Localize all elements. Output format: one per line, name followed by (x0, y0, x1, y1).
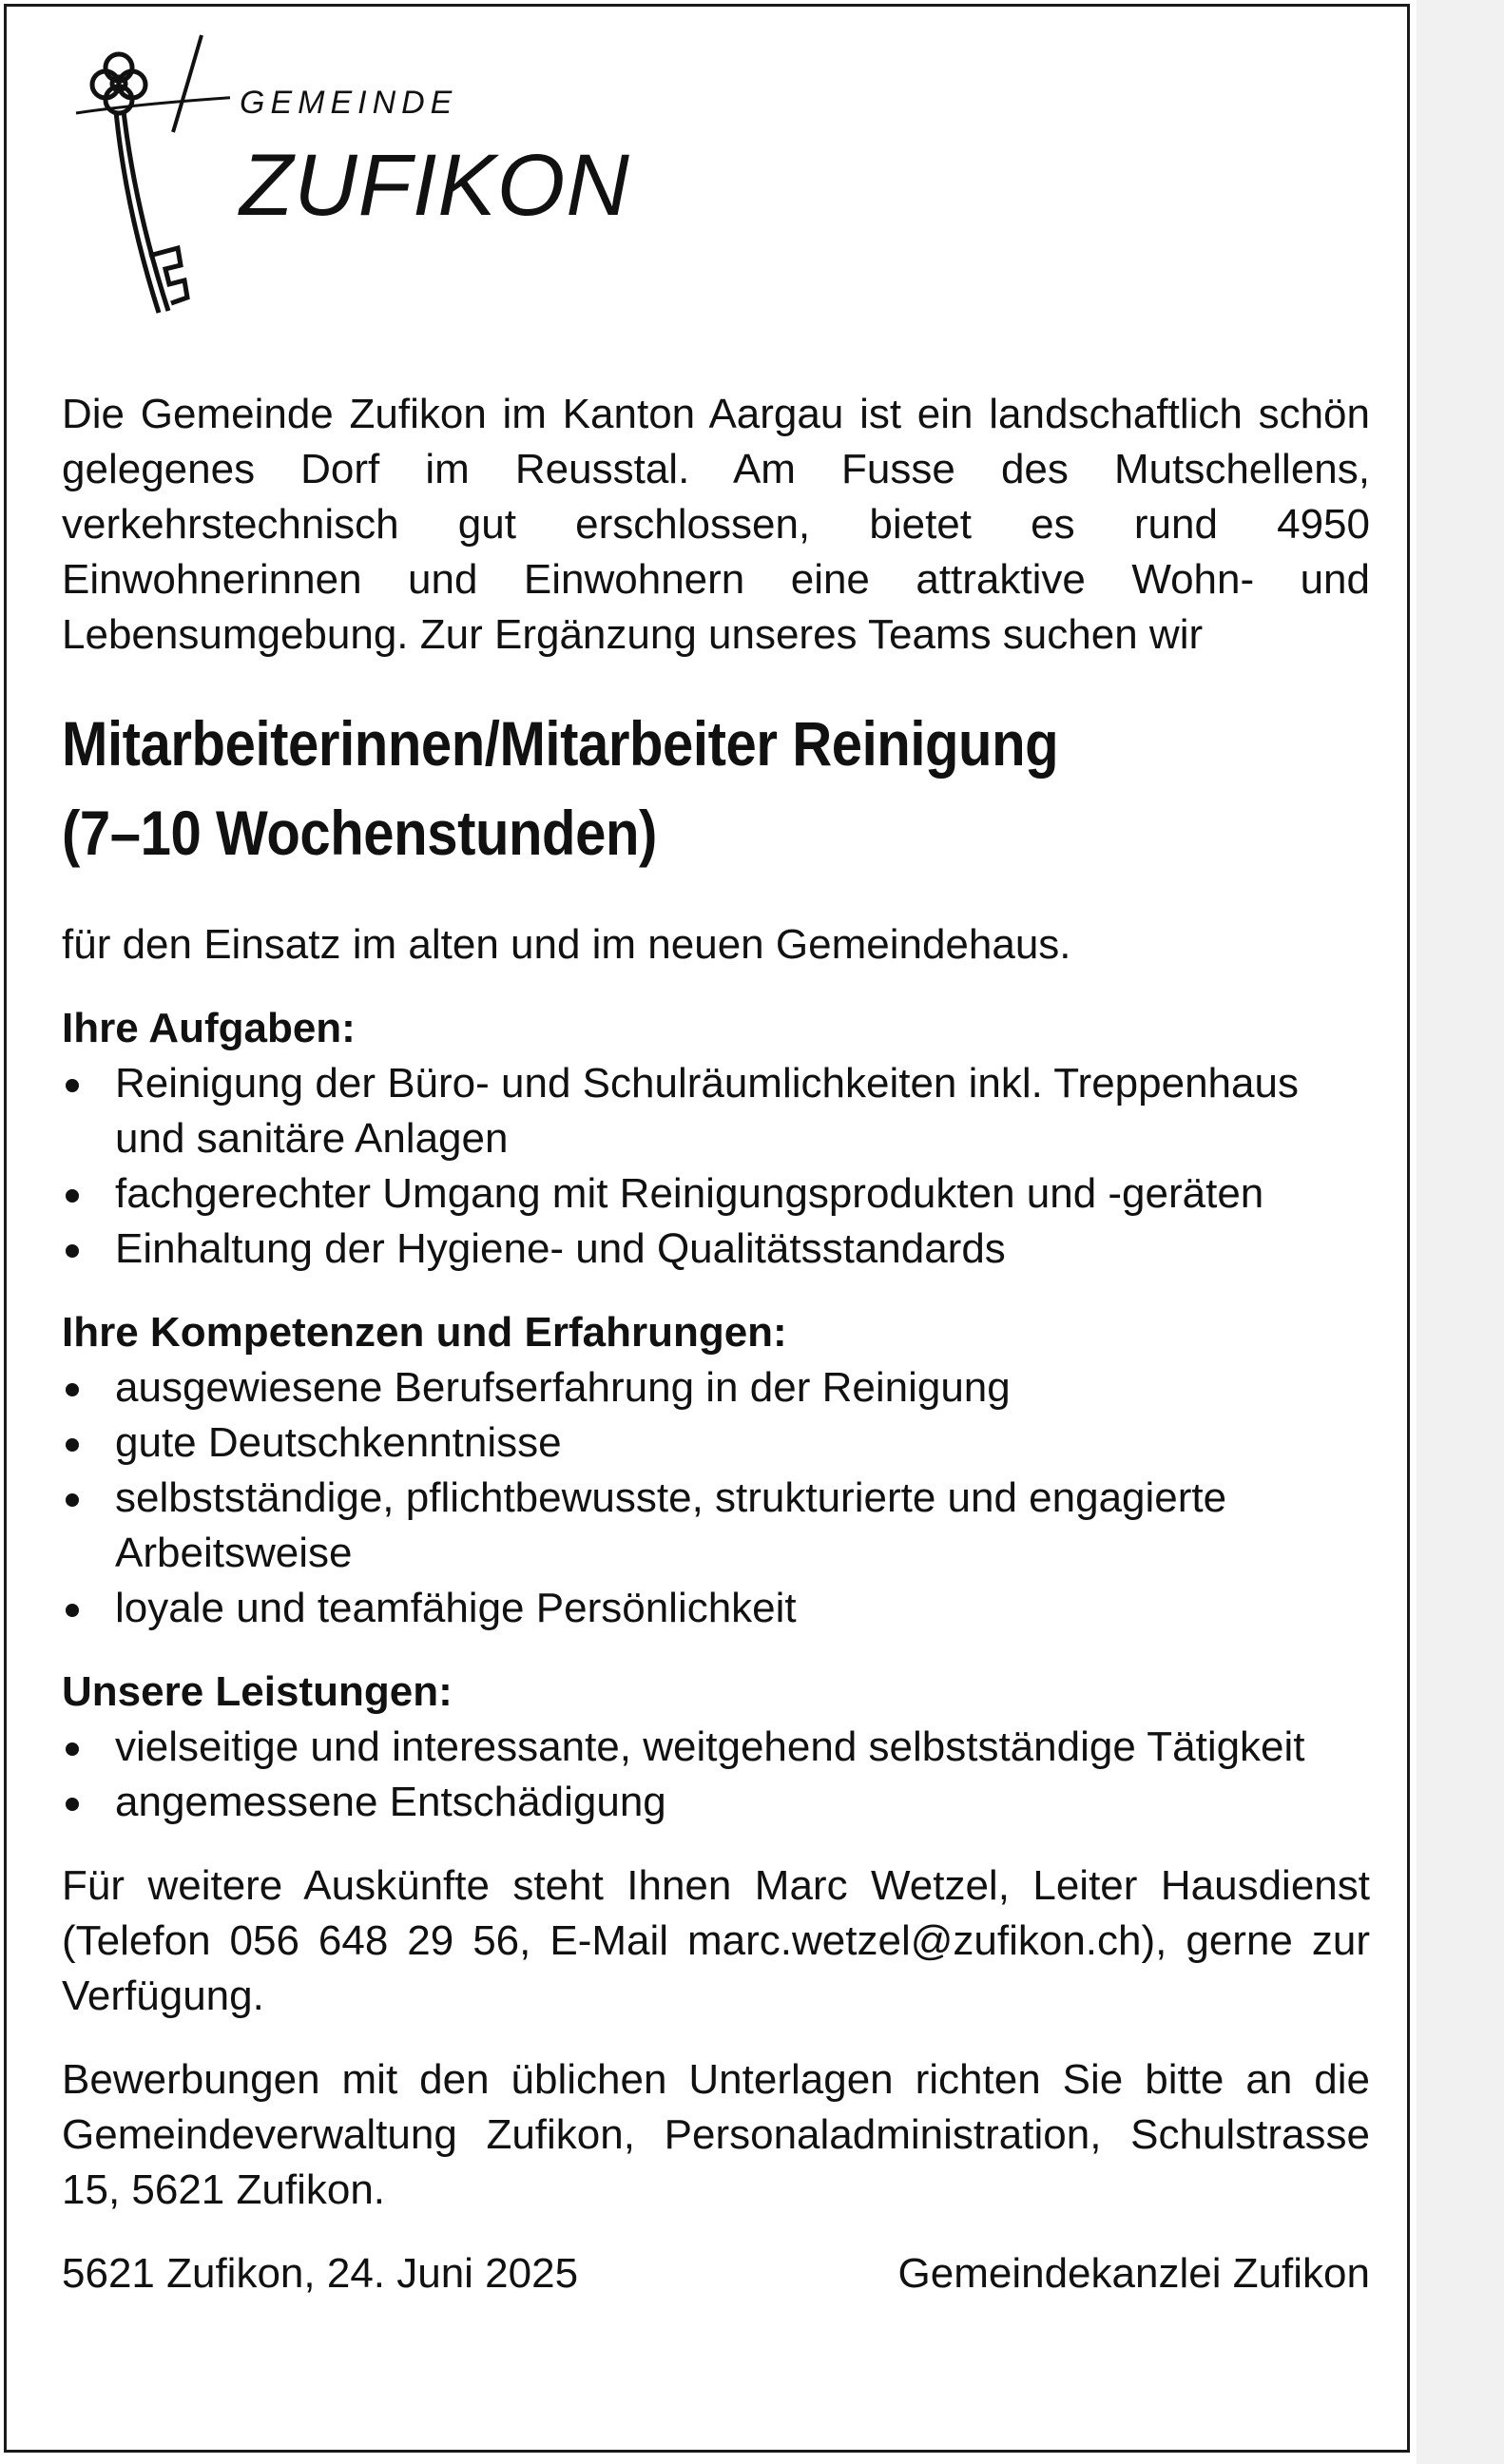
logo-line-gemeinde: GEMEINDE (240, 85, 458, 121)
municipality-logo (59, 28, 686, 341)
advertisement-body (62, 387, 1370, 2301)
signature: Gemeindekanzlei Zufikon (897, 2250, 1370, 2297)
list-kompetenzen (62, 1360, 1370, 1636)
place-date: 5621 Zufikon, 24. Juni 2025 (62, 2250, 579, 2297)
job-location: für den Einsatz im alten und im neuen Gemeindehaus. (62, 921, 1071, 968)
job-title-line-2: (7–10 Wochenstunden) (62, 798, 657, 868)
list-leistungen (62, 1720, 1370, 1830)
list-item: fachgerechter Umgang mit Reinigungsprodukten und -geräten (62, 1166, 1370, 1222)
list-item: Reinigung der Büro- und Schulräumlichkeiten inkl. Treppenhaus und sanitäre Anlagen (62, 1056, 1370, 1166)
key-emblem-icon (59, 28, 230, 341)
list-item: loyale und teamfähige Persönlichkeit (62, 1581, 1370, 1636)
list-aufgaben (62, 1056, 1370, 1277)
list-item: angemessene Entschädigung (62, 1775, 1370, 1830)
list-item: vielseitige und interessante, weitgehend selbstständige Tätigkeit (62, 1720, 1370, 1775)
list-item: Einhaltung der Hygiene- und Qualitätsstandards (62, 1222, 1370, 1277)
intro-paragraph: Die Gemeinde Zufikon im Kanton Aargau ist ein landschaftlich schön gelegenes Dorf im Reusstal. Am Fusse des Mutschellens, verkehrstechnisch gut erschlossen, bietet es rund 4950 Einwohnerinnen und Einwohnern eine attraktive Wohn- und Lebensumgebung. Zur Ergänzung unseres Teams suchen wir (62, 391, 1370, 658)
section-title-aufgaben: Ihre Aufgaben: (62, 1005, 356, 1051)
list-item: ausgewiesene Berufserfahrung in der Reinigung (62, 1360, 1370, 1415)
page-margin (1417, 0, 1504, 2464)
application-paragraph: Bewerbungen mit den üblichen Unterlagen richten Sie bitte an die Gemeindeverwaltung Zufikon, Personaladministration, Schulstrasse 15, 5621 Zufikon. (62, 2056, 1370, 2213)
logo-line-zufikon: ZUFIKON (240, 137, 630, 234)
job-title-line-1: Mitarbeiterinnen/Mitarbeiter Reinigung (62, 708, 1059, 779)
list-item: gute Deutschkenntnisse (62, 1415, 1370, 1471)
section-title-leistungen: Unsere Leistungen: (62, 1668, 453, 1715)
advertisement-frame (4, 4, 1410, 2453)
footer (62, 2246, 1370, 2301)
list-item: selbstständige, pflichtbewusste, strukturierte und engagierte Arbeitsweise (62, 1471, 1370, 1581)
job-title (62, 699, 1367, 877)
contact-paragraph: Für weitere Auskünfte steht Ihnen Marc Wetzel, Leiter Hausdienst (Telefon 056 648 29 56, E-Mail marc.wetzel@zufikon.ch), gerne zur Verfügung. (62, 1862, 1370, 2019)
section-title-kompetenzen: Ihre Kompetenzen und Erfahrungen: (62, 1309, 787, 1356)
